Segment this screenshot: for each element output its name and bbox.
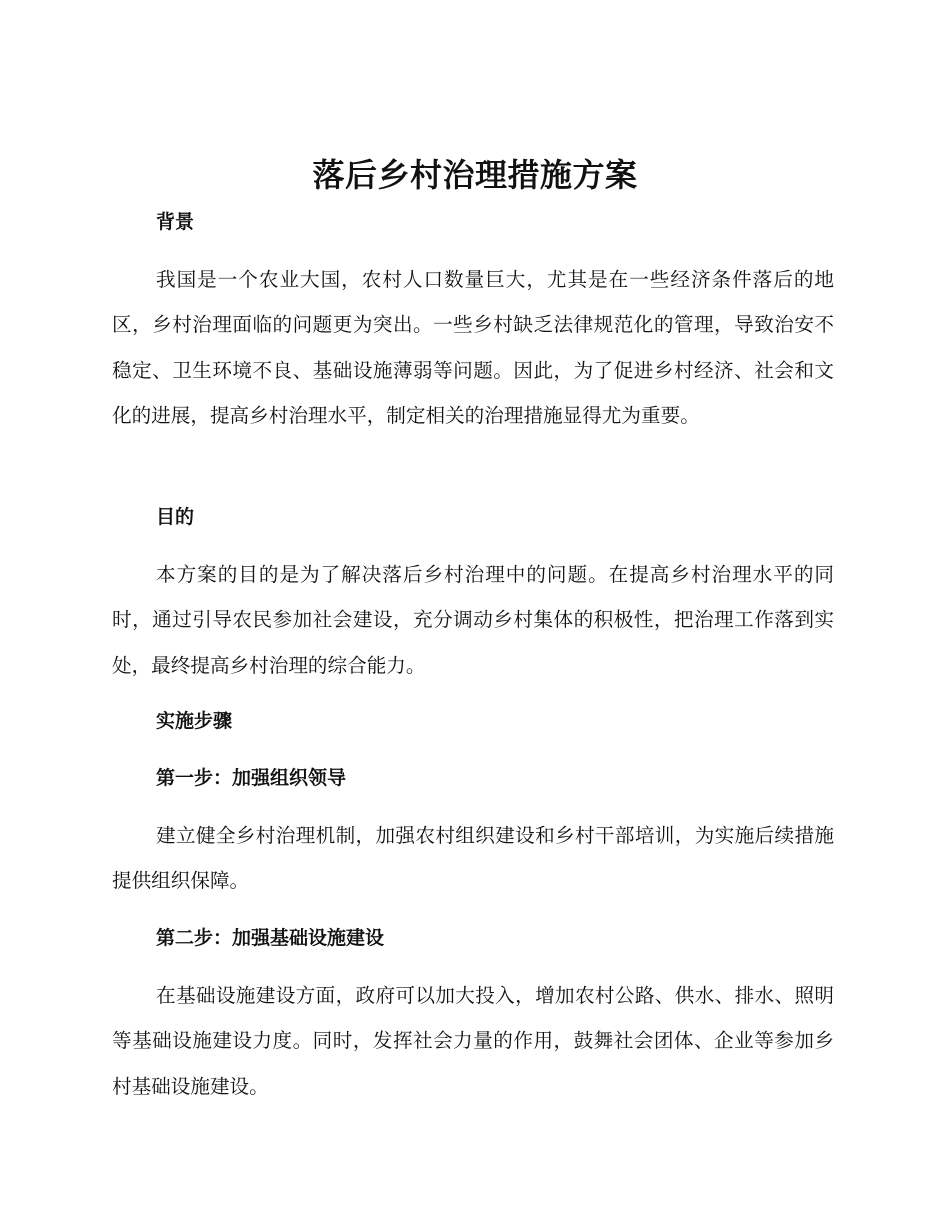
- paragraph-purpose: 本方案的目的是为了解决落后乡村治理中的问题。在提高乡村治理水平的同时，通过引导农民参加社会建设，充分调动乡村集体的积极性，把治理工作落到实处，最终提高乡村治理的综合能力。: [112, 563, 834, 677]
- paragraph-step2: 在基础设施建设方面，政府可以加大投入，增加农村公路、供水、排水、照明等基础设施建设力度。同时，发挥社会力量的作用，鼓舞社会团体、企业等参加乡村基础设施建设。: [112, 984, 834, 1098]
- step2-heading: 第二步：加强基础设施建设: [156, 927, 385, 949]
- step1-heading: 第一步：加强组织领导: [156, 767, 347, 789]
- paragraph-background: 我国是一个农业大国，农村人口数量巨大，尤其是在一些经济条件落后的地区，乡村治理面临的问题更为突出。一些乡村缺乏法律规范化的管理，导致治安不稳定、卫生环境不良、基础设施薄弱等问题。因此，为了促进乡村经济、社会和文化的进展，提高乡村治理水平，制定相关的治理措施显得尤为重要。: [112, 268, 834, 427]
- section-heading-steps: 实施步骤: [156, 710, 233, 732]
- section-heading-background: 背景: [156, 211, 195, 233]
- section-heading-purpose: 目的: [156, 506, 195, 528]
- document-title: 落后乡村治理措施方案: [312, 156, 638, 194]
- paragraph-step1: 建立健全乡村治理机制，加强农村组织建设和乡村干部培训，为实施后续措施提供组织保障。: [112, 824, 834, 893]
